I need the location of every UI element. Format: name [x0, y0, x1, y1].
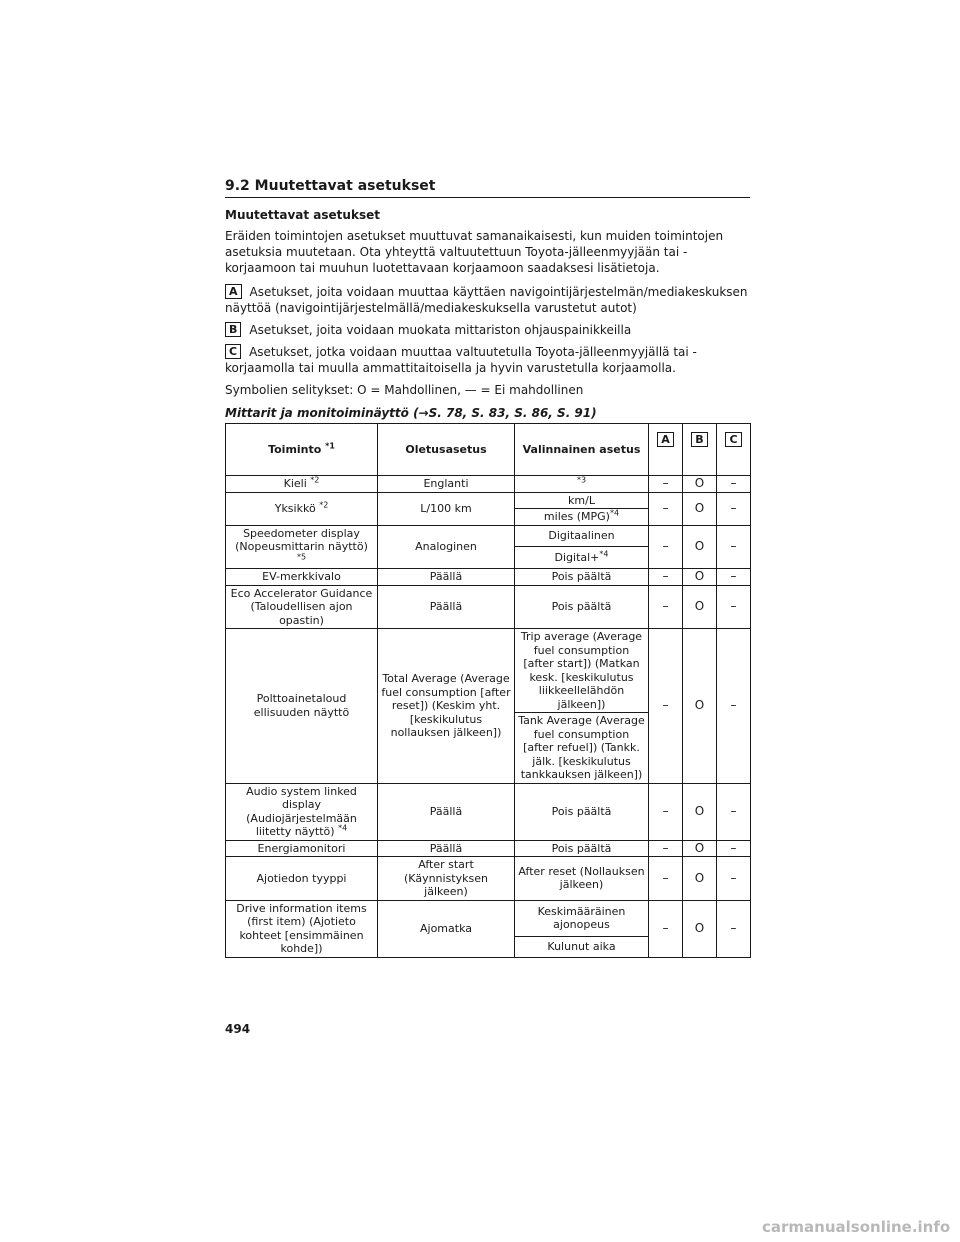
cell-a: – [649, 900, 683, 957]
cell-option: km/L [515, 492, 649, 509]
table-row [226, 783, 751, 840]
cell-c: – [717, 585, 751, 629]
table-row [226, 476, 751, 493]
cell-b: O [683, 492, 717, 525]
table-row [226, 569, 751, 586]
cell-a: – [649, 492, 683, 525]
cell-a: – [649, 585, 683, 629]
cell-option: Pois päältä [515, 585, 649, 629]
cell-function: Speedometer display (Nopeusmittarin näyttö) $^{*5}$ [226, 525, 378, 569]
cell-option: Pois päältä [515, 569, 649, 586]
settings-table [225, 423, 751, 958]
header-function: Toiminto $^{*1}$ [226, 424, 378, 476]
cell-b: O [683, 840, 717, 857]
cell-option: Trip average (Average fuel consumption [after start]) (Matkan kesk. [keskikulutus liikkeellelähdön jälkeen]) [515, 629, 649, 713]
legend-text-c: Asetukset, jotka voidaan muuttaa valtuutetulla Toyota-jälleenmyyjällä tai -korjaamolla tai muulla ammattitaitoisella ja hyvin varustetulla korjaamolla. [225, 345, 697, 375]
cell-b: O [683, 783, 717, 840]
header-b: B [683, 424, 717, 476]
table-row [226, 629, 751, 713]
legend-text-a: Asetukset, joita voidaan muuttaa käyttäen navigointijärjestelmän/mediakeskuksen näyttöä (navigointijärjestelmällä/mediakeskuksella varustetut autot) [225, 285, 748, 315]
cell-option: Tank Average (Average fuel consumption [after refuel]) (Tankk. jälk. [keskikulutus tankkauksen jälkeen]) [515, 713, 649, 784]
cell-option: After reset (Nollauksen jälkeen) [515, 857, 649, 901]
badge-a: A [225, 284, 242, 299]
cell-c: – [717, 525, 751, 569]
legend-item-b [225, 322, 750, 338]
cell-option: Digitaalinen [515, 525, 649, 547]
header-optional: Valinnainen asetus [515, 424, 649, 476]
cell-a: – [649, 569, 683, 586]
table-row [226, 492, 751, 509]
page-number: 494 [225, 1022, 251, 1036]
cell-default: Total Average (Average fuel consumption [after reset]) (Keskim yht. [keskikulutus nollauksen jälkeen]) [378, 629, 515, 784]
cell-option: miles (MPG)$^{*4}$ [515, 509, 649, 526]
intro-paragraph: Eräiden toimintojen asetukset muuttuvat samanaikaisesti, kun muiden toimintojen asetuksia muutetaan. Ota yhteyttä valtuutettuun Toyota-jälleenmyyjään tai -korjaamoon tai muuhun luotettavaan korjaamoon saadaksesi lisätietoja. [225, 229, 724, 275]
cell-function: Energiamonitori [226, 840, 378, 857]
cell-default: Englanti [378, 476, 515, 493]
cell-default: L/100 km [378, 492, 515, 525]
cell-function: EV-merkkivalo [226, 569, 378, 586]
table-row [226, 857, 751, 901]
cell-c: – [717, 569, 751, 586]
table-row [226, 525, 751, 547]
table-row [226, 585, 751, 629]
cell-option: *3 [515, 476, 649, 493]
legend-text-b: Asetukset, joita voidaan muokata mittariston ohjauspainikkeilla [249, 323, 632, 337]
cell-a: – [649, 525, 683, 569]
legend-item-c [225, 344, 750, 376]
cell-a: – [649, 857, 683, 901]
cell-a: – [649, 629, 683, 784]
header-a: A [649, 424, 683, 476]
cell-c: – [717, 900, 751, 957]
cell-a: – [649, 783, 683, 840]
cell-c: – [717, 783, 751, 840]
cell-default: After start (Käynnistyksen jälkeen) [378, 857, 515, 901]
cell-function: Yksikkö $^{*2}$ [226, 492, 378, 525]
cell-b: O [683, 525, 717, 569]
cell-b: O [683, 476, 717, 493]
cell-function: Polttoainetaloud ellisuuden näyttö [226, 629, 378, 784]
footer-watermark: carmanualsonline.info [762, 1218, 951, 1236]
section-heading: 9.2 Muutettavat asetukset [225, 178, 750, 198]
manual-page [225, 178, 750, 958]
table-row [226, 900, 751, 937]
cell-option: Pois päältä [515, 783, 649, 840]
cell-default: Päällä [378, 840, 515, 857]
cell-a: – [649, 840, 683, 857]
cell-c: – [717, 476, 751, 493]
cell-function: Eco Accelerator Guidance (Taloudellisen ajon opastin) [226, 585, 378, 629]
cell-option: Kulunut aika [515, 937, 649, 957]
cell-b: O [683, 629, 717, 784]
cell-option: Pois päältä [515, 840, 649, 857]
table-row [226, 840, 751, 857]
cell-default: Päällä [378, 783, 515, 840]
cell-b: O [683, 569, 717, 586]
badge-c: C [225, 344, 241, 359]
table-title: Mittarit ja monitoiminäyttö (→S. 78, S. 83, S. 86, S. 91) [225, 406, 597, 420]
header-c: C [717, 424, 751, 476]
cell-a: – [649, 476, 683, 493]
cell-function: Kieli $^{*2}$ [226, 476, 378, 493]
cell-function: Audio system linked display (Audiojärjestelmään liitetty näyttö) $^{*4}$ [226, 783, 378, 840]
cell-default: Päällä [378, 585, 515, 629]
cell-c: – [717, 840, 751, 857]
cell-b: O [683, 900, 717, 957]
cell-b: O [683, 857, 717, 901]
symbols-legend: Symbolien selitykset: O = Mahdollinen, — = Ei mahdollinen [225, 383, 584, 397]
cell-default: Ajomatka [378, 900, 515, 957]
cell-option: Digital+$^{*4}$ [515, 547, 649, 569]
table-header-row [226, 424, 751, 476]
badge-b: B [225, 322, 241, 337]
cell-default: Analoginen [378, 525, 515, 569]
cell-default: Päällä [378, 569, 515, 586]
cell-b: O [683, 585, 717, 629]
cell-c: – [717, 857, 751, 901]
cell-function: Drive information items (first item) (Ajotieto kohteet [ensimmäinen kohde]) [226, 900, 378, 957]
header-default: Oletusasetus [378, 424, 515, 476]
cell-c: – [717, 629, 751, 784]
cell-function: Ajotiedon tyyppi [226, 857, 378, 901]
table-body [226, 476, 751, 958]
cell-c: – [717, 492, 751, 525]
subheading: Muutettavat asetukset [225, 208, 380, 222]
legend-item-a [225, 284, 750, 316]
cell-option: Keskimääräinen ajonopeus [515, 900, 649, 937]
